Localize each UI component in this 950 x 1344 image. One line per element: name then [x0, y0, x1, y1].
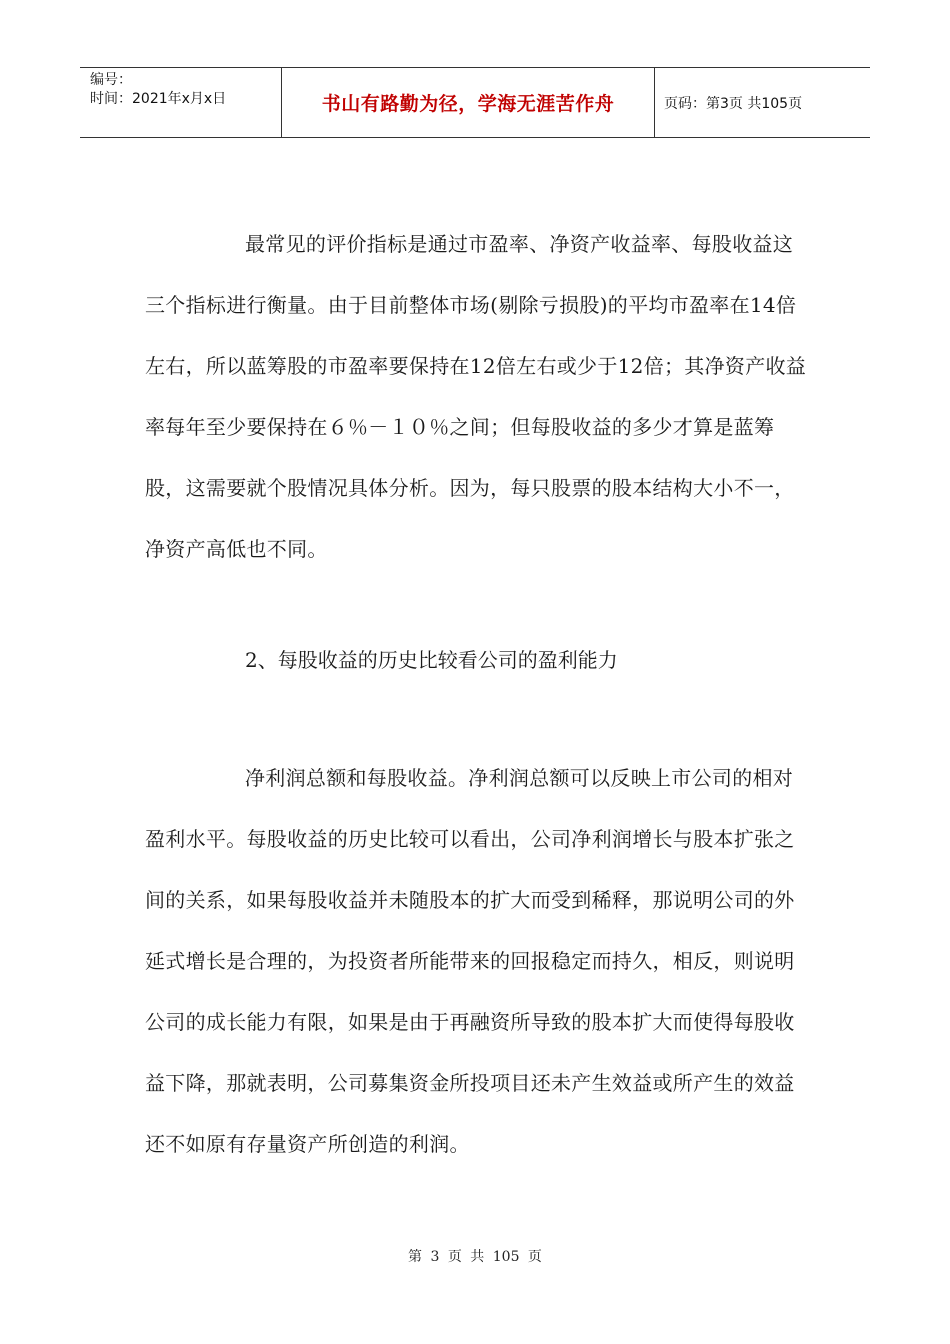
document-date: 时间：2021年x月x日 — [90, 91, 227, 107]
header-motto: 书山有路勤为径，学海无涯苦作舟 — [321, 93, 615, 115]
body-paragraph-2 — [145, 748, 810, 1175]
body-paragraph-1 — [145, 214, 810, 580]
header-page-info: 页码：第3页 共105页 — [664, 95, 803, 112]
section-heading: 2、每股收益的历史比较看公司的盈利能力 — [245, 648, 618, 672]
page-header — [80, 67, 870, 138]
page-footer: 第 3 页 共 105 页 — [408, 1249, 542, 1265]
header-divider-right — [654, 68, 655, 137]
document-number-label: 编号： — [90, 72, 132, 88]
paragraph-1-text: 最常见的评价指标是通过市盈率、净资产收益率、每股收益这三个指标进行衡量。由于目前整体市场(剔除亏损股)的平均市盈率在14倍左右，所以蓝筹股的市盈率要保持在12倍左右或少于12倍；其净资产收益率每年至少要保持在６％－１０％之间；但每股收益的多少才算是蓝筹股，这需要就个股情况具体分析。因为，每只股票的股本结构大小不一，净资产高低也不同。 — [145, 232, 807, 561]
header-meta — [90, 71, 280, 109]
paragraph-2-text: 净利润总额和每股收益。净利润总额可以反映上市公司的相对盈利水平。每股收益的历史比较可以看出，公司净利润增长与股本扩张之间的关系，如果每股收益并未随股本的扩大而受到稀释，那说明公司的外延式增长是合理的，为投资者所能带来的回报稳定而持久，相反，则说明公司的成长能力有限，如果是由于再融资所导致的股本扩大而使得每股收益下降，那就表明，公司募集资金所投项目还未产生效益或所产生的效益还不如原有存量资产所创造的利润。 — [145, 766, 795, 1156]
